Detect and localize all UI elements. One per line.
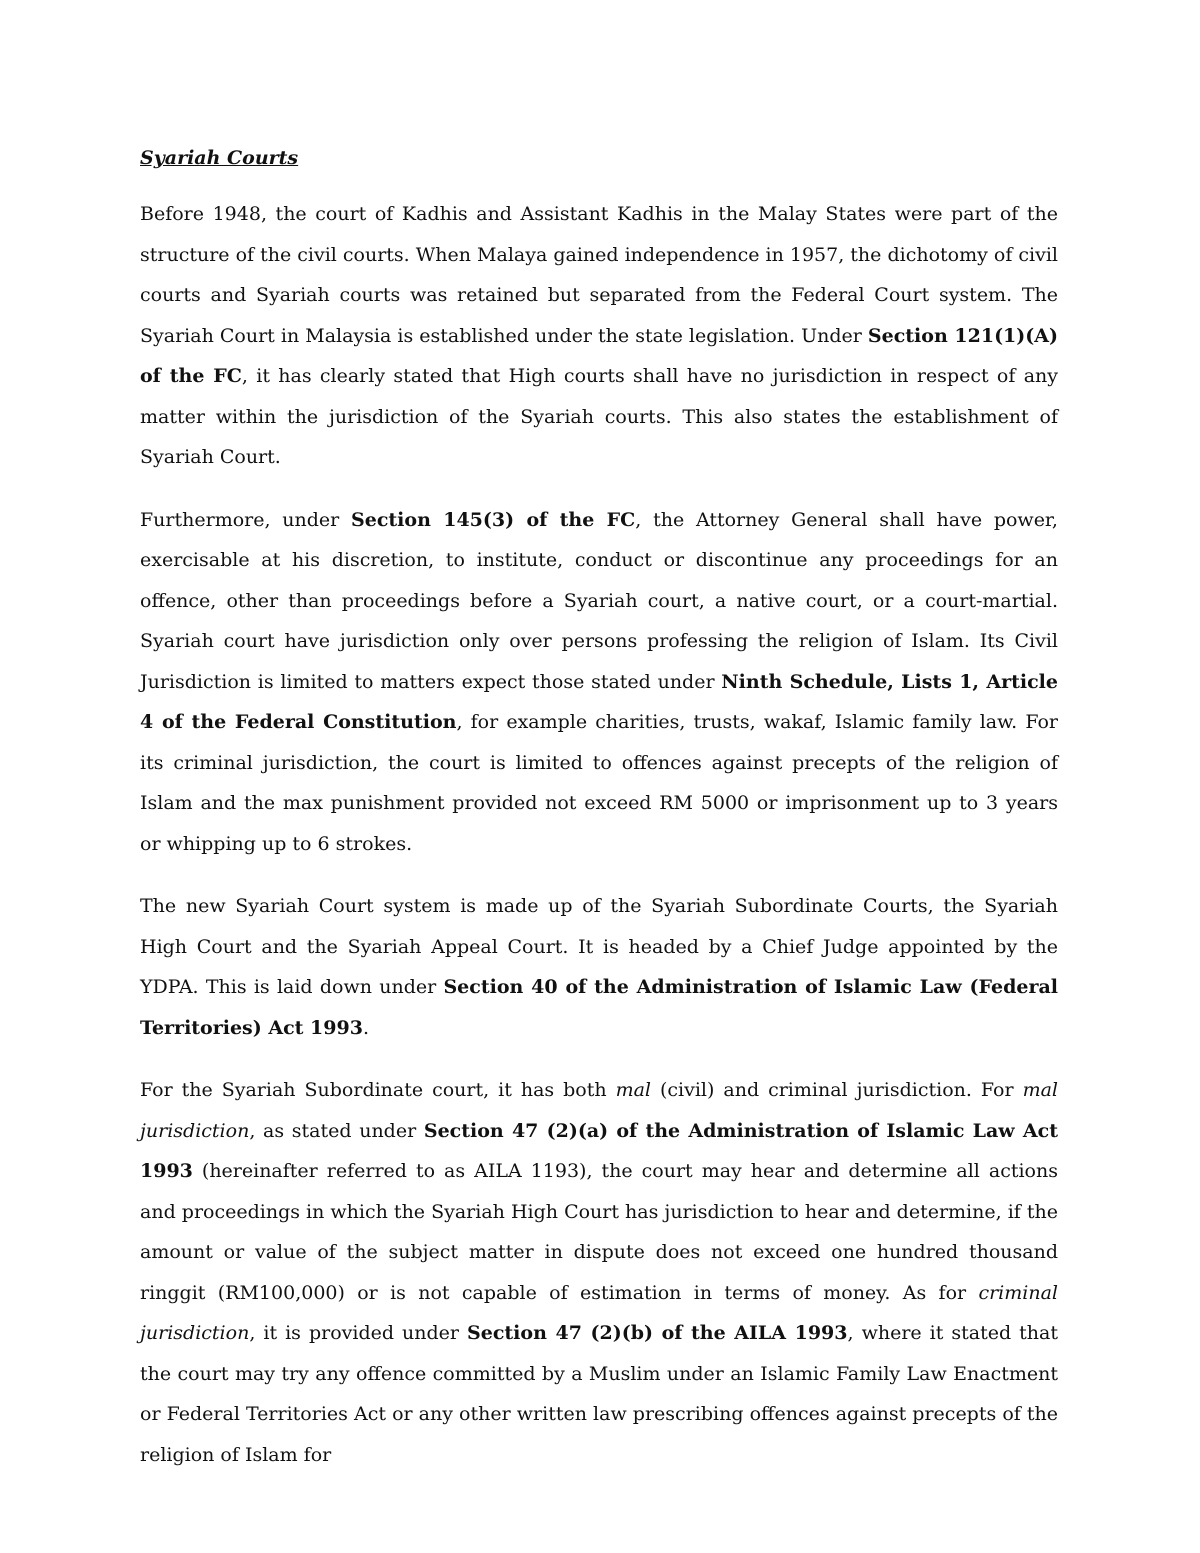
- paragraph-history: [140, 194, 1058, 478]
- emphasis-term: mal jurisdiction: [140, 1079, 1058, 1142]
- section-heading: Syariah Courts: [140, 147, 299, 169]
- text-run: (civil) and criminal jurisdiction. For: [651, 1079, 1023, 1101]
- text-run: Before 1948, the court of Kadhis and Assistant Kadhis in the Malay States were part of the structure of the civil courts. When Malaya gained independence in 1957, the dichotomy of civil courts and Syariah courts was retained but separated from the Federal Court system. The Syariah Court in Malaysia is established under the state legislation. Under: [140, 203, 1058, 347]
- text-run: .: [362, 1016, 369, 1039]
- text-run: The new Syariah Court system is made up of the Syariah Subordinate Courts, the Syariah High Court and the Syariah Appeal Court. It is headed by a Chief Judge appointed by the YDPA. This is laid down under: [140, 895, 1058, 998]
- emphasis-term: criminal jurisdiction: [140, 1281, 1058, 1344]
- legal-reference: Section 47 (2)(b) of the AILA 1993: [467, 1322, 848, 1344]
- text-run: , where it stated that the court may try any offence committed by a Muslim under an Islamic Family Law Enactment or Federal Territories Act or any other written law prescribing offences against precepts of the religion of Islam for: [140, 1322, 1059, 1466]
- emphasis-term: mal: [615, 1079, 651, 1101]
- legal-reference: Section 145(3) of the FC: [351, 508, 636, 531]
- text-run: Furthermore, under: [140, 508, 352, 531]
- legal-reference: Section 47 (2)(a) of the Administration of Islamic Law Act 1993: [140, 1119, 1059, 1182]
- text-run: , for example charities, trusts, wakaf, Islamic family law. For its criminal jurisdiction, the court is limited to offences against precepts of the religion of Islam and the max punishment provided not exceed RM 5000 or imprisonment up to 3 years or whipping up to 6 strokes.: [140, 711, 1058, 855]
- text-run: , the Attorney General shall have power, exercisable at his discretion, to institute, conduct or discontinue any proceedings for an offence, other than proceedings before a Syariah court, a native court, or a court-martial. Syariah court have jurisdiction only over persons professing the religion of Islam. Its Civil Jurisdiction is limited to matters expect those stated under: [140, 508, 1058, 693]
- legal-reference: Section 121(1)(A) of the FC: [140, 324, 1058, 387]
- text-run: (hereinafter referred to as AILA 1193), the court may hear and determine all actions and proceedings in which the Syariah High Court has jurisdiction to hear and determine, if the amount or value of the subject matter in dispute does not exceed one hundred thousand ringgit (RM100,000) or is not capable of estimation in terms of money. As for: [140, 1160, 1058, 1304]
- text-run: , it has clearly stated that High courts shall have no jurisdiction in respect of any matter within the jurisdiction of the Syariah courts. This also states the establishment of Syariah Court.: [140, 365, 1058, 468]
- paragraph-court-system: [140, 886, 1058, 1048]
- text-run: For the Syariah Subordinate court, it has both: [140, 1079, 616, 1101]
- legal-reference: Section 40 of the Administration of Islamic Law (Federal Territories) Act 1993: [140, 976, 1058, 1039]
- paragraph-jurisdiction: [140, 500, 1058, 865]
- paragraph-subordinate-court: [140, 1070, 1058, 1475]
- text-run: , as stated under: [249, 1119, 424, 1142]
- text-run: , it is provided under: [249, 1322, 468, 1344]
- document-body: [140, 138, 1058, 1497]
- legal-reference: Ninth Schedule, Lists 1, Article 4 of the Federal Constitution: [140, 670, 1058, 733]
